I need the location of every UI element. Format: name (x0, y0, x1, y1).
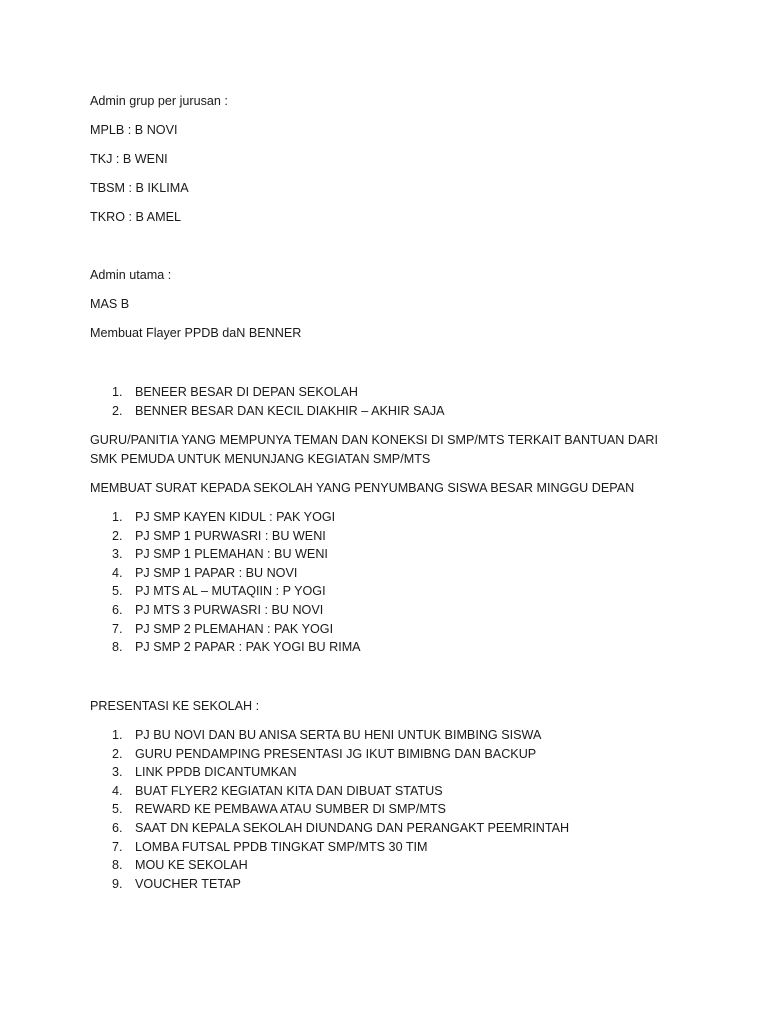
list-item-text: LOMBA FUTSAL PPDB TINGKAT SMP/MTS 30 TIM (135, 839, 428, 854)
list-item-text: PJ SMP 1 PLEMAHAN : BU WENI (135, 547, 328, 562)
list-number: 4. (112, 783, 123, 798)
list-number: 7. (112, 839, 123, 854)
list-item-text: GURU PENDAMPING PRESENTASI JG IKUT BIMIBNG DAN BACKUP (135, 746, 537, 761)
admin-grup-line: MPLB : B NOVI (90, 123, 178, 137)
list-number: 2. (112, 746, 123, 761)
list-number: 7. (112, 621, 123, 636)
admin-utama-heading: Admin utama : (90, 268, 172, 282)
list-item-text: PJ SMP 2 PLEMAHAN : PAK YOGI (135, 621, 334, 636)
admin-utama-name: MAS B (90, 297, 130, 311)
list-number: 6. (112, 602, 123, 617)
list-item-text: SAAT DN KEPALA SEKOLAH DIUNDANG DAN PERANGAKT PEEMRINTAH (135, 820, 570, 835)
list-number: 5. (112, 584, 123, 599)
admin-grup-heading: Admin grup per jurusan : (90, 94, 228, 108)
list-number: 4. (112, 565, 123, 580)
admin-grup-line: TKRO : B AMEL (90, 210, 181, 224)
list-number: 8. (112, 640, 123, 655)
list-item-text: PJ SMP 1 PURWASRI : BU WENI (135, 528, 326, 543)
guru-paragraph: GURU/PANITIA YANG MEMPUNYA TEMAN DAN KONEKSI DI SMP/MTS TERKAIT BANTUAN DARI SMK PEMUDA UNTUK MENUNJANG KEGIATAN SMP/MTS (90, 433, 658, 466)
admin-grup-line: TBSM : B IKLIMA (90, 181, 189, 195)
list-item-text: PJ SMP KAYEN KIDUL : PAK YOGI (135, 510, 336, 524)
list-number: 8. (112, 858, 123, 873)
list-item-text: PJ SMP 1 PAPAR : BU NOVI (135, 565, 298, 580)
list-number: 5. (112, 802, 123, 817)
list-number: 1. (112, 728, 123, 742)
list-item-text: PJ MTS 3 PURWASRI : BU NOVI (135, 602, 324, 617)
flayer-heading: Membuat Flayer PPDB daN BENNER (90, 326, 302, 340)
list-item-text: BUAT FLYER2 KEGIATAN KITA DAN DIBUAT STATUS (135, 783, 443, 798)
list-item-text: PJ BU NOVI DAN BU ANISA SERTA BU HENI UNTUK BIMBING SISWA (135, 728, 542, 742)
list-item-text: VOUCHER TETAP (135, 876, 241, 891)
list-item-text: LINK PPDB DICANTUMKAN (135, 765, 297, 780)
list-item-text: BENEER BESAR DI DEPAN SEKOLAH (135, 385, 359, 399)
list-item-text: BENNER BESAR DAN KECIL DIAKHIR – AKHIR SAJA (135, 403, 445, 418)
presentasi-heading: PRESENTASI KE SEKOLAH : (90, 699, 260, 713)
list-item-text: MOU KE SEKOLAH (135, 858, 248, 873)
admin-grup-line: TKJ : B WENI (90, 152, 168, 166)
list-number: 2. (112, 403, 123, 418)
list-number: 1. (112, 385, 123, 399)
list-item-text: REWARD KE PEMBAWA ATAU SUMBER DI SMP/MTS (135, 802, 446, 817)
list-number: 1. (112, 510, 123, 524)
list-number: 6. (112, 820, 123, 835)
surat-heading: MEMBUAT SURAT KEPADA SEKOLAH YANG PENYUMBANG SISWA BESAR MINGGU DEPAN (90, 481, 635, 495)
list-number: 2. (112, 528, 123, 543)
list-number: 9. (112, 876, 123, 891)
list-number: 3. (112, 547, 123, 562)
list-number: 3. (112, 765, 123, 780)
list-item-text: PJ MTS AL – MUTAQIIN : P YOGI (135, 584, 326, 599)
list-item-text: PJ SMP 2 PAPAR : PAK YOGI BU RIMA (135, 640, 361, 655)
